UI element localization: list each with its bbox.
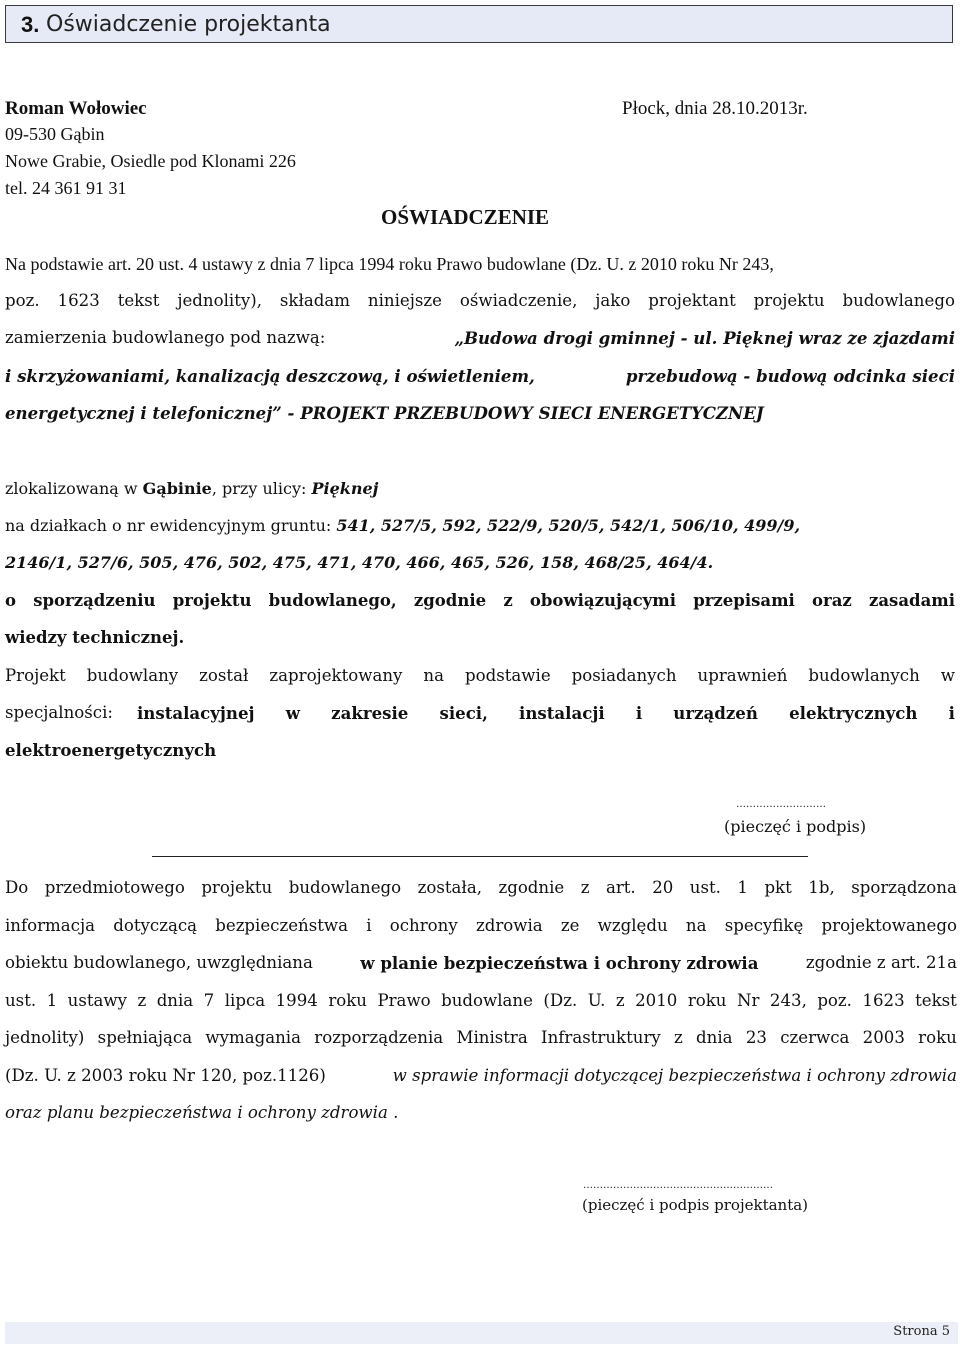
sender-phone: tel. 24 361 91 31 bbox=[5, 178, 127, 198]
signature-dots-1: ……………………… bbox=[736, 799, 826, 810]
qualification-line-2: specjalności: instalacyjnej w zakresie sieci, instalacji i urządzeń elektrycznych i bbox=[5, 703, 955, 723]
basis-line-5: energetycznej i telefonicznej” - PROJEKT PRZEBUDOWY SIECI ENERGETYCZNEJ bbox=[5, 403, 764, 423]
basis-line-3: zamierzenia budowlanego pod nazwą: „Budowa drogi gminnej - ul. Pięknej wraz ze zjazdami bbox=[5, 328, 955, 348]
safety-line-1: Do przedmiotowego projektu budowlanego została, zgodnie z art. 20 ust. 1 pkt 1b, sporządzona bbox=[5, 878, 957, 897]
qualification-line-3: elektroenergetycznych bbox=[5, 740, 217, 760]
signature-label-1: (pieczęć i podpis) bbox=[724, 817, 867, 836]
basis-line-4: i skrzyżowaniami, kanalizacją deszczową, i oświetleniem, przebudową - budową odcinka sieci bbox=[5, 366, 955, 386]
basis-line-2: poz. 1623 tekst jednolity), składam niniejsze oświadczenie, jako projektant projektu budowlanego bbox=[5, 291, 955, 310]
plots-line-1: na działkach o nr ewidencyjnym gruntu: 541, 527/5, 592, 522/9, 520/5, 542/1, 506/10, 499/9, bbox=[5, 516, 801, 535]
section-header bbox=[5, 5, 953, 43]
page-footer bbox=[5, 1322, 958, 1344]
document-title: OŚWIADCZENIE bbox=[381, 205, 550, 229]
safety-line-5: jednolity) spełniająca wymagania rozporządzenia Ministra Infrastruktury z dnia 23 czerwca 2003 roku bbox=[5, 1028, 957, 1047]
signature-label-2: (pieczęć i podpis projektanta) bbox=[582, 1196, 809, 1214]
safety-plan-phrase: w planie bezpieczeństwa i ochrony zdrowia bbox=[360, 953, 759, 973]
regulation-title: w sprawie informacji dotyczącej bezpieczeństwa i ochrony zdrowia bbox=[392, 1066, 957, 1085]
sender-address: Nowe Grabie, Osiedle pod Klonami 226 bbox=[5, 151, 296, 171]
qualification-line-1: Projekt budowlany został zaprojektowany na podstawie posiadanych uprawnień budowlanych w bbox=[5, 666, 955, 685]
safety-line-6: (Dz. U. z 2003 roku Nr 120, poz.1126) w sprawie informacji dotyczącej bezpieczeństwa i ochrony zdrowia bbox=[5, 1066, 957, 1085]
section-number: 3. bbox=[21, 12, 40, 37]
safety-line-3: obiektu budowlanego, uwzględniana w planie bezpieczeństwa i ochrony zdrowia zgodnie z art. 21a bbox=[5, 953, 957, 973]
location-line: zlokalizowaną w Gąbinie, przy ulicy: Pięknej bbox=[5, 479, 379, 498]
signature-dots-2: ………………………………………………… bbox=[583, 1180, 773, 1191]
place-date: Płock, dnia 28.10.2013r. bbox=[622, 98, 808, 119]
safety-line-4: ust. 1 ustawy z dnia 7 lipca 1994 roku Prawo budowlane (Dz. U. z 2010 roku Nr 243, poz. 1623 tekst bbox=[5, 991, 957, 1010]
town-name: Gąbinie bbox=[142, 479, 212, 498]
section-title: Oświadczenie projektanta bbox=[46, 12, 331, 37]
project-name: „Budowa drogi gminnej - ul. Pięknej wraz ze zjazdami bbox=[454, 328, 955, 348]
specialization: instalacyjnej w zakresie sieci, instalacji i urządzeń elektrycznych i bbox=[136, 703, 955, 723]
page-number: Strona 5 bbox=[893, 1324, 950, 1339]
safety-line-7: oraz planu bezpieczeństwa i ochrony zdrowia . bbox=[5, 1103, 399, 1122]
plot-list-1: 541, 527/5, 592, 522/9, 520/5, 542/1, 506/10, 499/9, bbox=[336, 516, 801, 535]
safety-line-2: informacja dotyczącą bezpieczeństwa i ochrony zdrowia ze względu na specyfikę projektowanego bbox=[5, 916, 957, 935]
divider-line bbox=[152, 856, 808, 857]
basis-line-1: Na podstawie art. 20 ust. 4 ustawy z dnia 7 lipca 1994 roku Prawo budowlane (Dz. U. z 2010 roku Nr 243, bbox=[5, 254, 774, 274]
plots-line-2: 2146/1, 527/6, 505, 476, 502, 475, 471, 470, 466, 465, 526, 158, 468/25, 464/4. bbox=[5, 553, 714, 572]
street-name: Pięknej bbox=[311, 479, 379, 498]
statement-line-1: o sporządzeniu projektu budowlanego, zgodnie z obowiązującymi przepisami oraz zasadami bbox=[5, 591, 955, 610]
sender-postal: 09-530 Gąbin bbox=[5, 124, 105, 144]
sender-name: Roman Wołowiec bbox=[5, 98, 147, 119]
statement-line-2: wiedzy technicznej. bbox=[5, 628, 185, 647]
